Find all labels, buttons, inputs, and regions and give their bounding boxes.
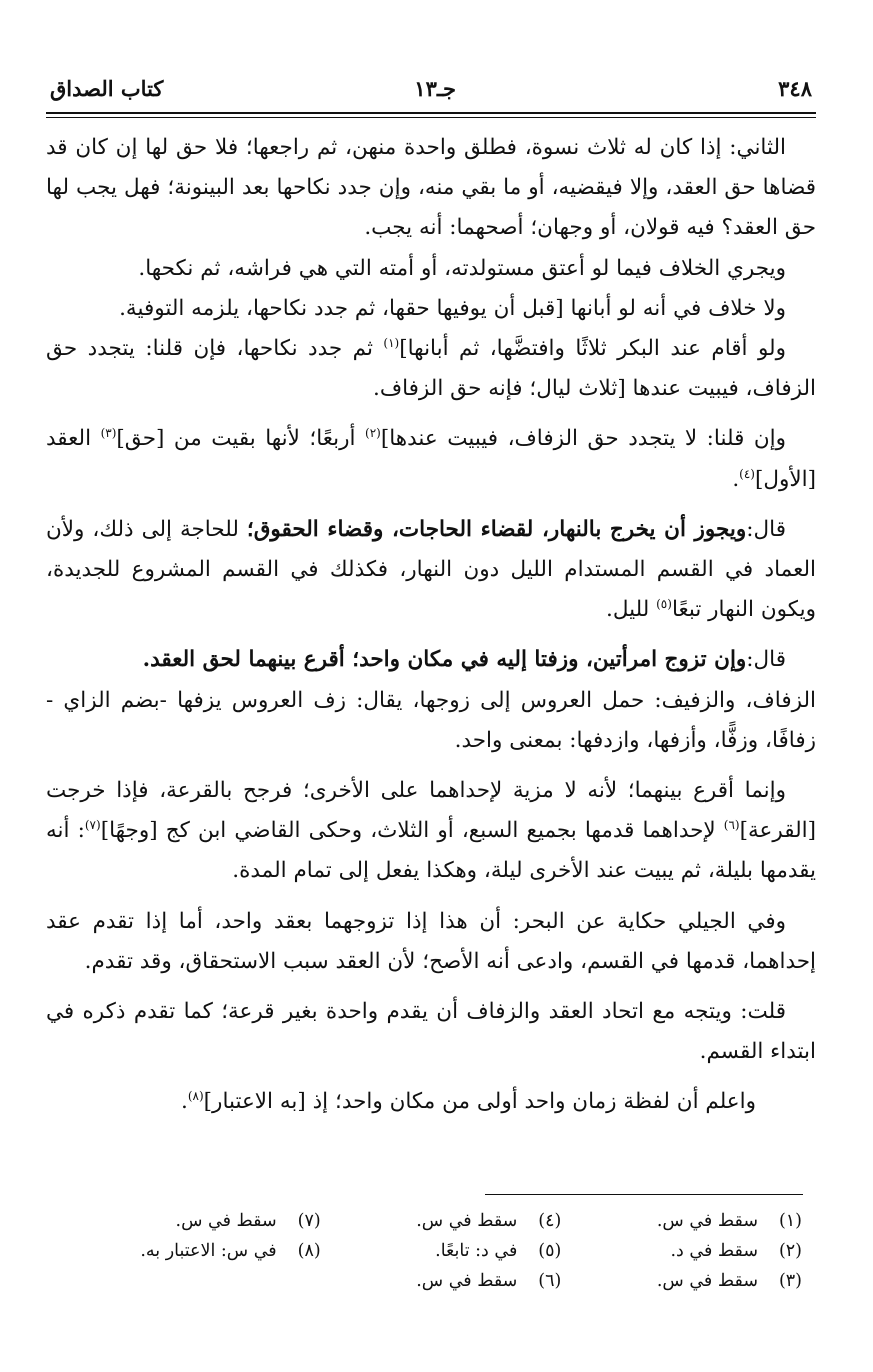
book-title: كتاب الصداق bbox=[50, 76, 164, 101]
qala-label: قال: bbox=[746, 516, 786, 542]
footnote-ref: (٥) bbox=[656, 597, 672, 612]
footnote-rule bbox=[485, 1194, 803, 1195]
footnote: (٨)في س: الاعتبار به. bbox=[140, 1241, 321, 1261]
footnote-ref: (٨) bbox=[187, 1089, 204, 1104]
running-header bbox=[46, 70, 816, 110]
footnote: (٧)سقط في س. bbox=[175, 1211, 321, 1231]
paragraph: قلت: ويتجه مع اتحاد العقد والزفاف أن يقدم واحدة بغير قرعة؛ كما تقدم ذكره في ابتداء القسم. bbox=[46, 999, 816, 1065]
paragraph: وإن قلنا: لا يتجدد حق الزفاف، فيبيت عندها]$^{(٢)}$ أربعًا؛ لأنها بقيت من [حق]$^{(٣)}$ العقد [الأول]$^{(٤)}$. bbox=[46, 426, 816, 492]
paragraph: واعلم أن لفظة زمان واحد أولى من مكان واحد؛ إذ [به الاعتبار]$^{(٨)}$. bbox=[181, 1089, 756, 1115]
header-rule-thick bbox=[46, 112, 816, 114]
paragraph: ولو أقام عند البكر ثلاثًا وافتضَّها، ثم أبانها]$^{(١)}$ ثم جدد نكاحها، فإن قلنا: يتجدد حق الزفاف، فيبيت عندها [ثلاث ليال؛ فإنه حق الزفاف. bbox=[46, 335, 816, 402]
paragraph: قال:ويجوز أن يخرج بالنهار، لقضاء الحاجات، وقضاء الحقوق؛ للحاجة إلى ذلك، ولأن العماد في القسم المستدام الليل دون النهار، فكذلك في القسم المشروع للجديدة، ويكون النهار تبعًا$^{(٥)}$ لليل. bbox=[46, 516, 816, 623]
paragraph: وإنما أقرع بينهما؛ لأنه لا مزية لإحداهما على الأخرى؛ فرجح بالقرعة، فإذا خرجت [القرعة]$^{(٦)}$ لإحداهما قدمها بجميع السبع، أو الثلاث، وحكى القاضي ابن كج [وجهًا]$^{(٧)}$: أنه يقدمها بليلة، ثم يبيت عند الأخرى ليلة، وهكذا يفعل إلى تمام المدة. bbox=[46, 778, 817, 884]
main-text bbox=[46, 128, 816, 1123]
footnotes bbox=[80, 1206, 802, 1296]
paragraph: الثاني: إذا كان له ثلاث نسوة، فطلق واحدة منهن، ثم راجعها؛ فلا حق لها إن كان قد قضاها حق العقد، وإلا فيقضيه، أو ما بقي منه، وإن جدد نكاحها بعد البينونة؛ فهل يجب لها حق العقد؟ فيه قولان، أو وجهان؛ أصحهما: أنه يجب. bbox=[46, 135, 816, 241]
paragraph: ويجري الخلاف فيما لو أعتق مستولدته، أو أمته التي هي فراشه، ثم نكحها. bbox=[138, 255, 786, 281]
matn-text: ويجوز أن يخرج بالنهار، لقضاء الحاجات، وقضاء الحقوق؛ bbox=[246, 516, 747, 542]
header-rule-thin bbox=[46, 117, 816, 118]
matn-text: وإن تزوج امرأتين، وزفتا إليه في مكان واحد؛ أقرع بينهما لحق العقد. bbox=[142, 647, 747, 673]
footnote: (٥)في د: تابعًا. bbox=[435, 1241, 562, 1261]
paragraph: وفي الجيلي حكاية عن البحر: أن هذا إذا تزوجهما بعقد واحد، أما إذا تقدم عقد إحداهما، قدمها في القسم، وادعى أنه الأصح؛ لأن العقد سبب الاستحقاق، وقد تقدم. bbox=[46, 908, 816, 974]
footnote-ref: (١) bbox=[383, 335, 400, 350]
volume-label: جـ١٣ bbox=[414, 76, 456, 101]
footnote-ref: (٤) bbox=[739, 466, 755, 481]
paragraph: ولا خلاف في أنه لو أبانها [قبل أن يوفيها حقها، ثم جدد نكاحها، يلزمه التوفية. bbox=[119, 295, 786, 321]
paragraph: الزفاف، والزفيف: حمل العروس إلى زوجها، يقال: زف العروس يزفها -بضم الزاي - زفافًا، وزفًّا، وأزفها، وازدفها: بمعنى واحد. bbox=[46, 687, 816, 753]
footnote: (٤)سقط في س. bbox=[416, 1211, 562, 1231]
footnote: (٣)سقط في س. bbox=[656, 1271, 802, 1291]
paragraph bbox=[46, 640, 816, 680]
footnote: (٢)سقط في د. bbox=[670, 1241, 802, 1261]
qala-label: قال: bbox=[746, 647, 786, 673]
footnote-ref: (٧) bbox=[84, 818, 101, 833]
footnote: (٦)سقط في س. bbox=[416, 1271, 562, 1291]
page-number: ٣٤٨ bbox=[778, 76, 812, 101]
footnote-ref: (٣) bbox=[100, 426, 117, 441]
footnote-ref: (٢) bbox=[365, 426, 381, 441]
footnote-ref: (٦) bbox=[723, 818, 740, 833]
footnote: (١)سقط في س. bbox=[656, 1211, 802, 1231]
